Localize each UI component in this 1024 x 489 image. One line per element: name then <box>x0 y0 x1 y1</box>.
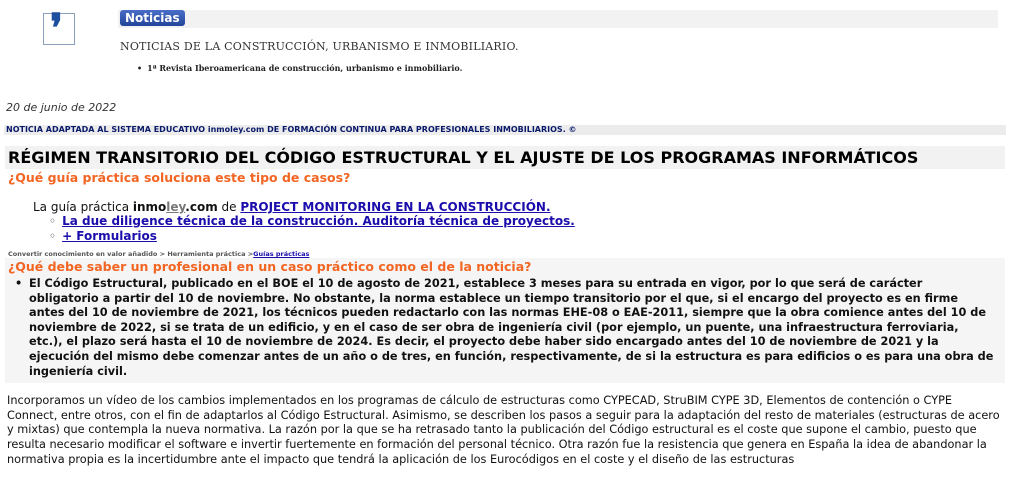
sublink-item <box>49 214 1005 229</box>
breadcrumb <box>8 250 1005 258</box>
logo-comma-icon: ❜ <box>50 5 63 52</box>
question-knowledge: ¿Qué debe saber un profesional en un caso práctico como el de la noticia? <box>8 259 532 274</box>
noticias-badge[interactable]: Noticias <box>120 10 185 26</box>
breadcrumb-link[interactable]: Guías prácticas <box>253 250 310 258</box>
question-guide: ¿Qué guía práctica soluciona este tipo de casos? <box>8 170 351 185</box>
notice-banner: NOTICIA ADAPTADA AL SISTEMA EDUCATIVO inmoley.com DE FORMACIÓN CONTINUA PARA PROFESIONALES INMOBILIARIOS. © <box>4 125 1006 135</box>
brand-com: .com <box>185 200 218 214</box>
due-diligence-link[interactable]: La due diligence técnica de la construcción. Auditoría técnica de proyectos. <box>62 214 575 228</box>
site-tagline: • 1ª Revista Iberoamericana de construcción, urbanismo e inmobiliario. <box>137 63 462 73</box>
guide-line <box>33 200 1005 214</box>
article-paragraph: Incorporamos un vídeo de los cambios implementados en los programas de cálculo de estructuras como CYPECAD, StruBIM CYPE 3D, Elementos de contención o CYPE Connect, entre otros, con el fin de adaptarlos al Código Estructural. Asimismo, se describen los pasos a seguir para la adaptación del resto de materiales (estructuras de acero y mixtas) que contempla la nueva normativa. La razón por la que se ha retrasado tanto la publicación del Código estructural es el coste que supone el cambio, puesto que resulta necesario modificar el software e invertir fuertemente en formación del personal técnico. Otra razón fue la resistencia que genera en España la idea de abandonar la normativa propia es la incertidumbre ante el impacto que tendrá la aplicación de los Eurocódigos en el coste y el diseño de las estructuras <box>7 394 1000 466</box>
guide-de: de <box>217 200 241 214</box>
breadcrumb-text: Convertir conocimiento en valor añadido > Herramienta práctica > <box>8 250 254 258</box>
header-bar <box>118 10 998 28</box>
article-title: RÉGIMEN TRANSITORIO DEL CÓDIGO ESTRUCTURAL Y EL AJUSTE DE LOS PROGRAMAS INFORMÁTICOS <box>5 146 1005 169</box>
knowledge-box <box>5 258 1005 383</box>
article-date: 20 de junio de 2022 <box>6 101 117 114</box>
brand-ley: ley <box>166 200 186 214</box>
guide-sublinks <box>49 214 1005 244</box>
guide-link[interactable]: PROJECT MONITORING EN LA CONSTRUCCIÓN. <box>240 200 551 214</box>
logo[interactable] <box>43 5 75 52</box>
brand-inmo: inmo <box>132 200 167 214</box>
knowledge-bullet: • El Código Estructural, publicado en el BOE el 10 de agosto de 2021, establece 3 meses para su entrada en vigor, por lo que será de carácter obligatorio a partir del 10 de noviembre. No obstante, la norma establece un tiempo transitorio por el que, si el encargo del proyecto es en firme antes del 10 de noviembre de 2021, los técnicos pueden redactarlo con las normas EHE-08 o EAE-2011, siempre que la obra comience antes del 10 de noviembre de 2022, si se trata de un edificio, y en el caso de ser obra de ingeniería civil (por ejemplo, un puente, una infraestructura ferroviaria, etc.), el plazo será hasta el 10 de noviembre de 2024. Es decir, el proyecto debe haber sido encargado antes del 10 de noviembre de 2021 y la ejecución del mismo debe comenzar antes de un año o de tres, en función, respectivamente, de si la estructura es para edificios o es para una obra de ingeniería civil. <box>5 275 1005 383</box>
guide-prefix: La guía práctica <box>33 200 133 214</box>
sublink-item <box>49 229 1005 244</box>
formularios-link[interactable]: + Formularios <box>62 229 157 243</box>
site-subtitle: NOTICIAS DE LA CONSTRUCCIÓN, URBANISMO E INMOBILIARIO. <box>120 40 519 53</box>
article <box>5 146 1005 467</box>
